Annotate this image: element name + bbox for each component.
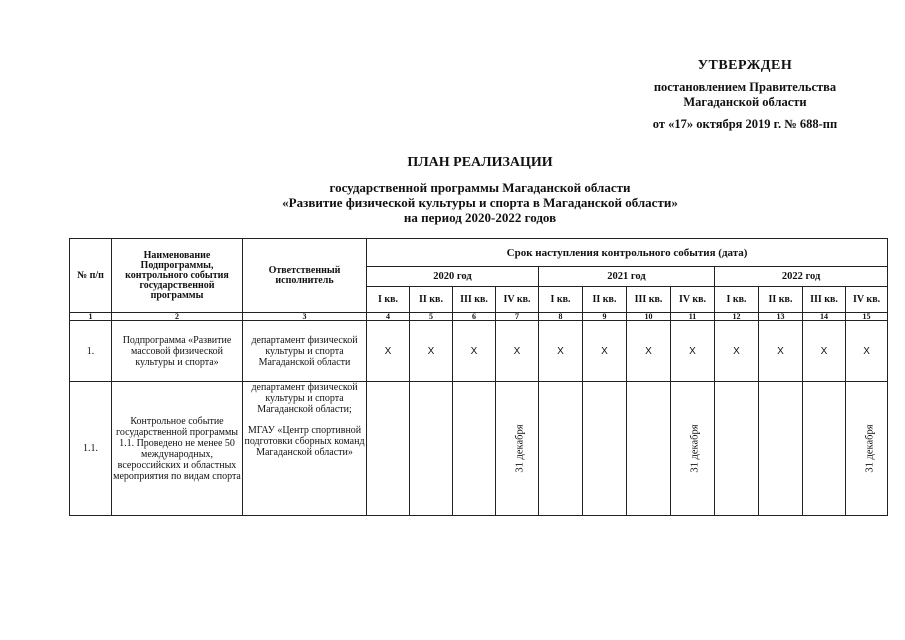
column-number: 10: [627, 313, 671, 321]
header-quarter: III кв.: [453, 287, 496, 313]
term-cell: Х: [539, 321, 583, 382]
column-number: 12: [715, 313, 759, 321]
term-cell: Х: [627, 321, 671, 382]
term-cell: Х: [671, 321, 715, 382]
column-number: 9: [583, 313, 627, 321]
header-quarter: III кв.: [803, 287, 846, 313]
header-quarter: III кв.: [627, 287, 671, 313]
row-number: 1.: [70, 321, 112, 382]
approval-date: от «17» октября 2019 г. № 688-пп: [652, 117, 838, 131]
term-cell: Х: [846, 321, 888, 382]
header-quarter: I кв.: [539, 287, 583, 313]
header-quarter: I кв.: [715, 287, 759, 313]
row-executor-line-1: департамент физической культуры и спорта Магаданской области;: [251, 382, 358, 415]
approval-block: [620, 58, 870, 132]
approval-title: УТВЕРЖДЕН: [697, 58, 793, 73]
header-year-2020: 2020 год: [367, 267, 539, 287]
term-cell: Х: [410, 321, 453, 382]
row-executor-line-2: МГАУ «Центр спортивной подготовки сборных команд Магаданской области»: [244, 425, 365, 458]
term-cell: [671, 382, 715, 516]
table-row: [70, 382, 888, 516]
term-cell: Х: [367, 321, 410, 382]
term-cell: [715, 382, 759, 516]
approval-line-1: постановлением Правительства: [653, 80, 837, 94]
column-number: 7: [496, 313, 539, 321]
term-cell: Х: [583, 321, 627, 382]
row-executor: [243, 382, 367, 516]
row-name: Подпрограмма «Развитие массовой физической культуры и спорта»: [112, 321, 243, 382]
heading-line-2: «Развитие физической культуры и спорта в Магаданской области»: [282, 195, 678, 210]
column-number: 5: [410, 313, 453, 321]
header-quarter: II кв.: [410, 287, 453, 313]
column-number: 2: [112, 313, 243, 321]
term-cell: Х: [803, 321, 846, 382]
term-cell: [496, 382, 539, 516]
header-year-2022: 2022 год: [715, 267, 888, 287]
term-cell: [759, 382, 803, 516]
column-number: 15: [846, 313, 888, 321]
row-name: Контрольное событие государственной программы 1.1. Проведено не менее 50 международных, всероссийских и областных мероприятия по видам спорта: [112, 382, 243, 516]
term-cell: [539, 382, 583, 516]
heading-title: ПЛАН РЕАЛИЗАЦИИ: [407, 155, 553, 170]
header-executor: Ответственный исполнитель: [243, 239, 367, 313]
column-number: 11: [671, 313, 715, 321]
header-quarter: IV кв.: [846, 287, 888, 313]
column-number: 3: [243, 313, 367, 321]
row-number: 1.1.: [70, 382, 112, 516]
header-name: Наименование Подпрограммы, контрольного события государственной программы: [112, 239, 243, 313]
term-cell: [803, 382, 846, 516]
row-executor: департамент физической культуры и спорта Магаданской области: [243, 321, 367, 382]
term-date: 31 декабря: [514, 424, 526, 473]
column-number: 6: [453, 313, 496, 321]
term-cell: Х: [453, 321, 496, 382]
term-cell: Х: [496, 321, 539, 382]
header-quarter: IV кв.: [496, 287, 539, 313]
column-number: 14: [803, 313, 846, 321]
column-number: 8: [539, 313, 583, 321]
term-date: 31 декабря: [864, 424, 876, 473]
header-quarter: II кв.: [583, 287, 627, 313]
column-number: 13: [759, 313, 803, 321]
term-cell: [583, 382, 627, 516]
term-cell: [627, 382, 671, 516]
header-year-2021: 2021 год: [539, 267, 715, 287]
heading-line-3: на период 2020-2022 годов: [403, 210, 557, 225]
term-cell: [410, 382, 453, 516]
heading-line-1: государственной программы Магаданской области: [329, 180, 631, 195]
term-date: 31 декабря: [689, 424, 701, 473]
term-cell: [367, 382, 410, 516]
header-quarter: I кв.: [367, 287, 410, 313]
term-cell: [453, 382, 496, 516]
header-quarter: IV кв.: [671, 287, 715, 313]
term-cell: Х: [759, 321, 803, 382]
term-cell: Х: [715, 321, 759, 382]
approval-line-2: Магаданской области: [683, 95, 807, 109]
table-row: [70, 321, 888, 382]
header-term: Срок наступления контрольного события (дата): [367, 239, 888, 267]
plan-table: [69, 238, 888, 516]
column-number: 1: [70, 313, 112, 321]
column-number: 4: [367, 313, 410, 321]
term-cell: [846, 382, 888, 516]
document-heading: [240, 155, 720, 225]
header-quarter: II кв.: [759, 287, 803, 313]
header-num: № п/п: [70, 239, 112, 313]
